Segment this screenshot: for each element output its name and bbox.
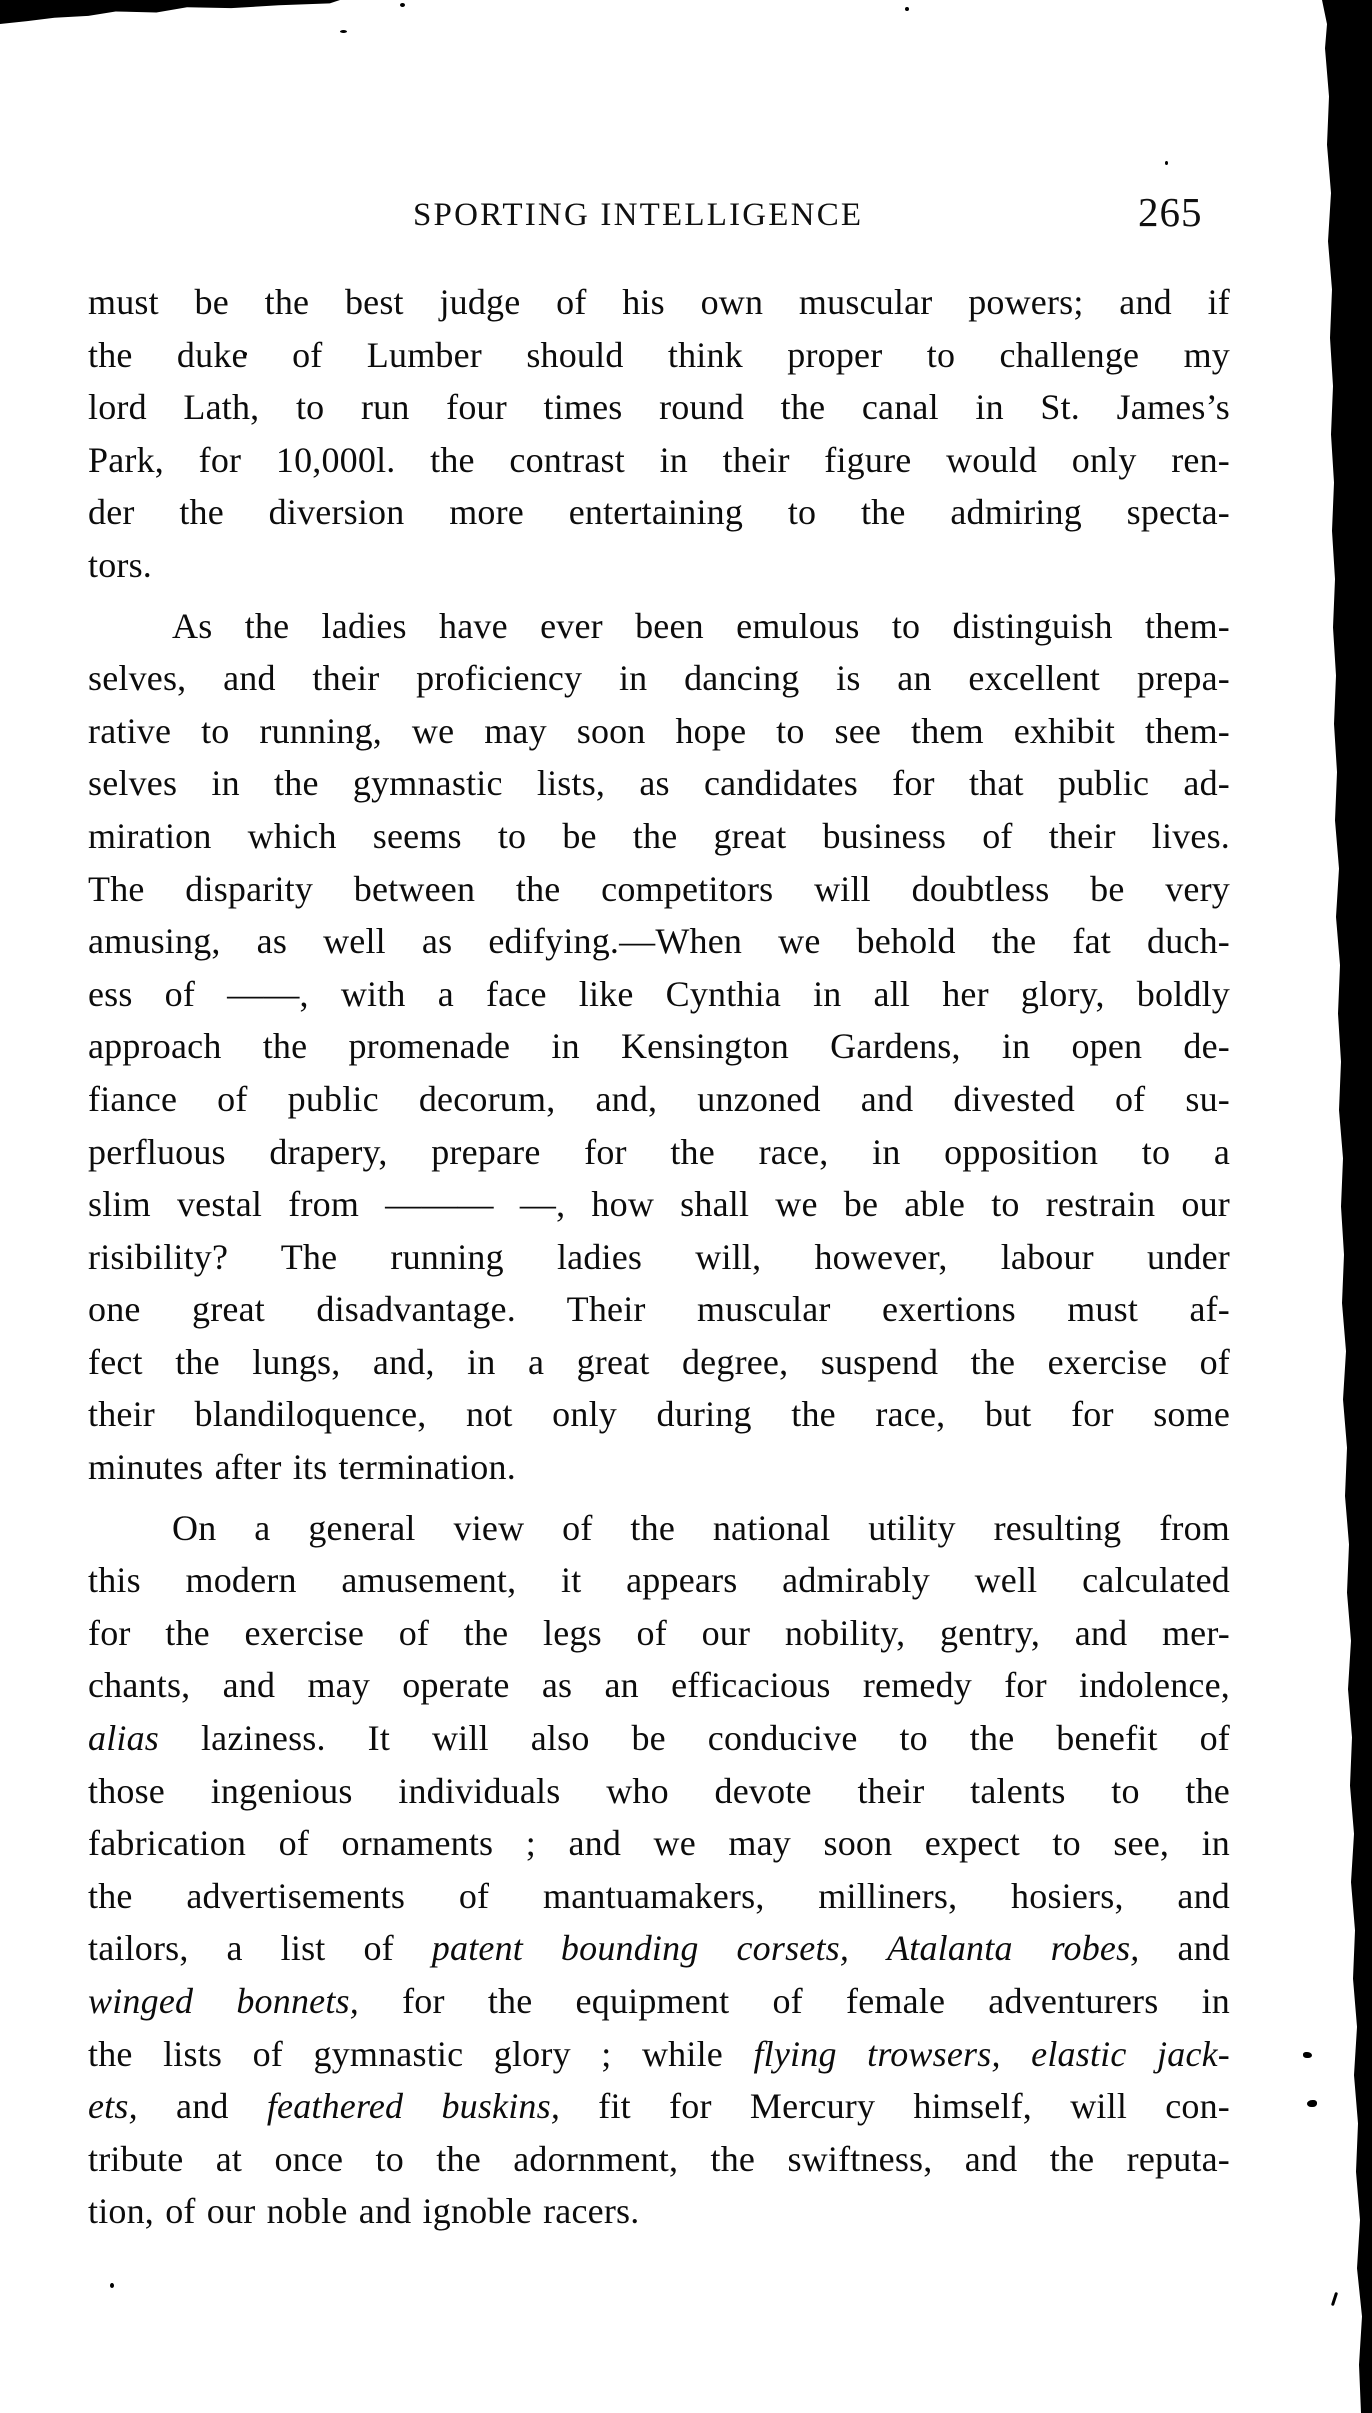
body-line: On a general view of the national utility resulting from (172, 1507, 1230, 1548)
ink-speck (1307, 2100, 1317, 2107)
body-line: must be the best judge of his own muscular powers; and if (88, 282, 1230, 322)
body-line: tion, of our noble and ignoble racers. (88, 2191, 640, 2232)
body-line: this modern amusement, it appears admirably well calculated (88, 1560, 1230, 1601)
page-number: 265 (1138, 189, 1203, 235)
body-line: chants, and may operate as an efficacious remedy for indolence, (88, 1665, 1230, 1706)
body-line: one great disadvantage. Their muscular exertions must af- (88, 1289, 1230, 1330)
ink-speck (400, 3, 405, 7)
body-line: selves, and their proficiency in dancing is an excellent prepa- (88, 658, 1230, 699)
body-line: minutes after its termination. (88, 1447, 516, 1488)
ink-speck (1165, 161, 1168, 165)
body-line: miration which seems to be the great business of their lives. (88, 815, 1230, 856)
body-line: The disparity between the competitors will doubtless be very (88, 868, 1230, 909)
body-line: amusing, as well as edifying.—When we behold the fat duch- (88, 921, 1230, 962)
ink-speck (1331, 2292, 1338, 2306)
body-line: tailors, a list of patent bounding corsets, Atalanta robes, and (88, 1928, 1230, 1969)
body-line: tribute at once to the adornment, the swiftness, and the reputa- (88, 2138, 1230, 2179)
body-line: the duke of Lumber should think proper to challenge my (88, 334, 1230, 375)
body-line: for the exercise of the legs of our nobility, gentry, and mer- (88, 1612, 1230, 1653)
body-line: those ingenious individuals who devote their talents to the (88, 1770, 1230, 1811)
body-line: Park, for 10,000l. the contrast in their figure would only ren- (88, 439, 1230, 480)
body-line: lord Lath, to run four times round the canal in St. James’s (88, 387, 1230, 428)
body-line: alias laziness. It will also be conducive to the benefit of (88, 1718, 1230, 1759)
body-line: winged bonnets, for the equipment of female adventurers in (88, 1981, 1230, 2021)
body-line: der the diversion more entertaining to the admiring specta- (88, 492, 1230, 533)
body-line: rative to running, we may soon hope to see them exhibit them- (88, 710, 1230, 751)
body-line: fabrication of ornaments ; and we may soon expect to see, in (88, 1823, 1230, 1864)
body-line: risibility? The running ladies will, however, labour under (88, 1236, 1230, 1277)
body-line: As the ladies have ever been emulous to distinguish them- (172, 605, 1230, 646)
ink-speck (110, 2283, 114, 2288)
paragraph (88, 276, 1230, 592)
ink-speck (1303, 2052, 1312, 2058)
ink-speck (340, 30, 347, 33)
body-line: slim vestal from ——— —, how shall we be able to restrain our (88, 1184, 1230, 1225)
body-line: approach the promenade in Kensington Gardens, in open de- (88, 1026, 1230, 1067)
running-header-title: SPORTING INTELLIGENCE (413, 197, 864, 233)
body-line: selves in the gymnastic lists, as candidates for that public ad- (88, 763, 1230, 804)
body-line: the advertisements of mantuamakers, milliners, hosiers, and (88, 1875, 1230, 1916)
paragraph (88, 1502, 1230, 2238)
body-line: the lists of gymnastic glory ; while flying trowsers, elastic jack- (88, 2033, 1230, 2074)
body-line: fect the lungs, and, in a great degree, suspend the exercise of (88, 1341, 1230, 1382)
paragraph (88, 600, 1230, 1494)
scan-edge-shadow (1320, 0, 1372, 2413)
body-line: ess of ——, with a face like Cynthia in all her glory, boldly (88, 973, 1230, 1014)
body-line: tors. (88, 544, 152, 585)
scan-smudge-top-left (0, 0, 340, 24)
body-line: perfluous drapery, prepare for the race, in opposition to a (88, 1131, 1230, 1172)
body-line: their blandiloquence, not only during the race, but for some (88, 1394, 1230, 1435)
body-line: fiance of public decorum, and, unzoned and divested of su- (88, 1078, 1230, 1119)
body-line: ets, and feathered buskins, fit for Mercury himself, will con- (88, 2086, 1230, 2127)
ink-speck (905, 7, 909, 11)
page-text (88, 276, 1230, 2238)
